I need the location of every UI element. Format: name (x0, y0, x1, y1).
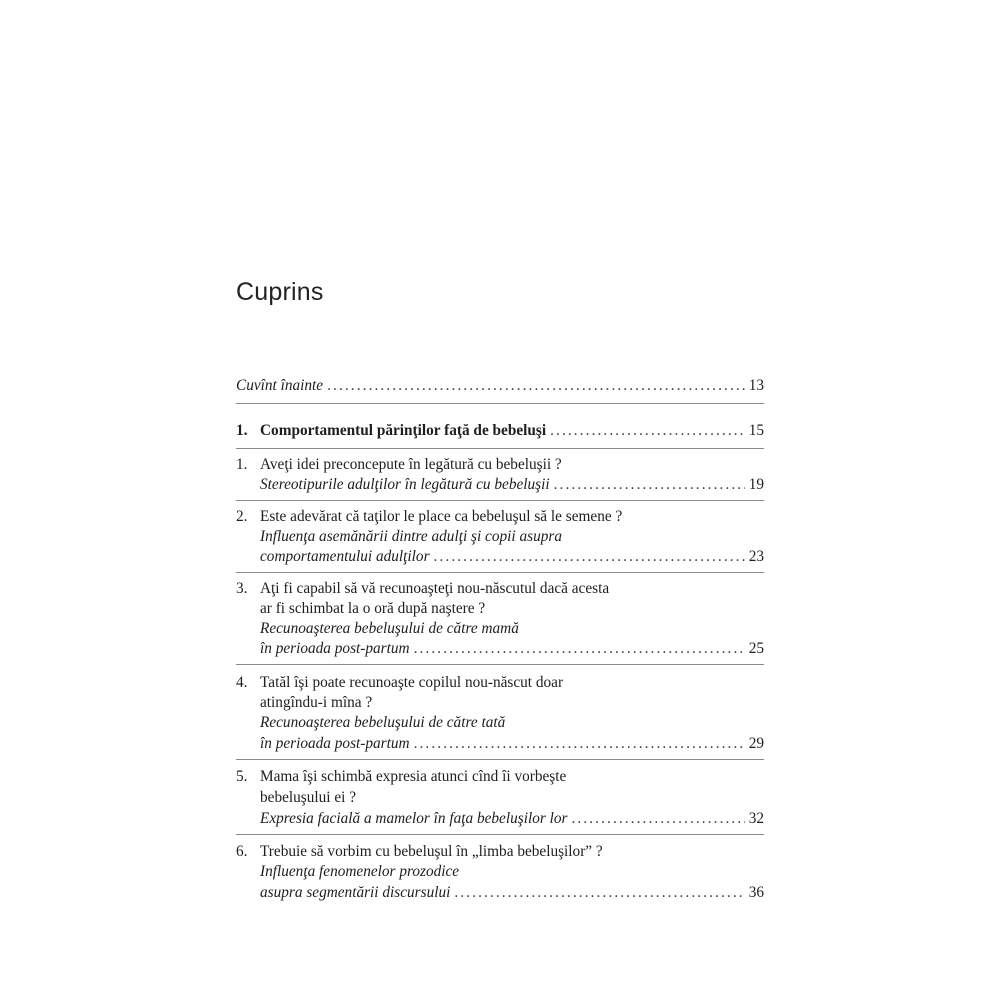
toc-entry-number: 1. (236, 456, 248, 473)
toc-entry-question-text: Aţi fi capabil să vă recunoaşteţi nou-născutul dacă acesta (260, 580, 610, 597)
divider (236, 448, 764, 449)
toc-entry-subtitle-text: Expresia facială a mamelor în faţa bebeluşilor lor (260, 810, 568, 827)
toc-page-number: 32 (748, 810, 764, 827)
toc-page-number: 25 (748, 640, 764, 657)
toc-entry-subtitle-text: în perioada post-partum (260, 735, 410, 752)
toc-entry-question[interactable] (236, 506, 764, 528)
toc-entry-question[interactable] (236, 841, 764, 863)
toc-entry-subtitle: Influenţa asemănării dintre adulţi şi copii asupra (260, 528, 562, 545)
toc-entry-number: 3. (236, 580, 248, 597)
toc-entry-question[interactable] (236, 672, 764, 694)
toc-entry-subtitle-text: comportamentului adulţilor (260, 548, 430, 565)
leader-dots (454, 882, 744, 904)
toc-entry-subtitle-text: asupra segmentării discursului (260, 884, 451, 901)
toc-entry-subtitle[interactable] (236, 882, 764, 904)
toc-entry-question-text: Trebuie să vorbim cu bebeluşul în „limba bebeluşilor” ? (260, 843, 603, 860)
toc-foreword-label: Cuvînt înainte (236, 377, 324, 394)
toc-entry-number: 4. (236, 674, 248, 691)
leader-dots (434, 546, 745, 568)
divider (236, 664, 764, 665)
toc-entry-subtitle[interactable] (236, 808, 764, 830)
toc-entry-subtitle: Recunoaşterea bebeluşului de către tată (260, 714, 506, 731)
toc-entry-subtitle-text: în perioada post-partum (260, 640, 410, 657)
toc-entry-question-text: Aveţi idei preconcepute în legătură cu bebeluşii ? (260, 456, 562, 473)
toc-entry-question-text: Mama îşi schimbă expresia atunci cînd îi vorbeşte (260, 768, 567, 785)
divider (236, 500, 764, 501)
toc-entry-subtitle: Influenţa fenomenelor prozodice (260, 863, 460, 880)
toc-entry-question-text: atingîndu-i mîna ? (260, 694, 373, 711)
toc-page-number: 23 (748, 548, 764, 565)
divider (236, 834, 764, 835)
toc-chapter[interactable] (236, 420, 764, 442)
leader-dots (414, 638, 745, 660)
leader-dots (327, 375, 745, 397)
toc-entry-question[interactable] (236, 766, 764, 788)
leader-dots (571, 808, 744, 830)
divider (236, 403, 764, 404)
toc-foreword[interactable] (236, 375, 764, 397)
toc-page-number: 19 (748, 476, 764, 493)
toc-entry-subtitle[interactable] (236, 474, 764, 496)
toc-page-number: 36 (748, 884, 764, 901)
page-title: Cuprins (236, 278, 324, 306)
toc-entry-question[interactable] (236, 578, 764, 600)
toc-entry-number: 6. (236, 843, 248, 860)
toc-entry-subtitle-text: Stereotipurile adulţilor în legătură cu bebeluşii (260, 476, 550, 493)
toc-entry-number: 2. (236, 508, 248, 525)
leader-dots (414, 733, 745, 755)
toc-page-number: 15 (748, 422, 764, 439)
toc-page-number: 29 (748, 735, 764, 752)
toc-entry-question-text: ar fi schimbat la o oră după naştere ? (260, 600, 486, 617)
divider (236, 759, 764, 760)
leader-dots (550, 420, 745, 442)
toc-entry-number: 5. (236, 768, 248, 785)
toc-entry-question-text: bebeluşului ei ? (260, 789, 357, 806)
toc-entry-subtitle[interactable] (236, 638, 764, 660)
divider (236, 572, 764, 573)
toc-page-number: 13 (748, 377, 764, 394)
leader-dots (554, 474, 745, 496)
toc-chapter-number: 1. (236, 422, 248, 439)
toc-entry-subtitle: Recunoaşterea bebeluşului de către mamă (260, 620, 519, 637)
toc-entry-subtitle[interactable] (236, 546, 764, 568)
toc-chapter-label: Comportamentul părinţilor faţă de bebeluşi (260, 422, 547, 439)
toc-entry-question-text: Este adevărat că taţilor le place ca bebeluşul să le semene ? (260, 508, 623, 525)
toc-entry-question-text: Tatăl îşi poate recunoaşte copilul nou-născut doar (260, 674, 564, 691)
toc-entry-question[interactable] (236, 454, 764, 476)
toc-entry-subtitle[interactable] (236, 733, 764, 755)
